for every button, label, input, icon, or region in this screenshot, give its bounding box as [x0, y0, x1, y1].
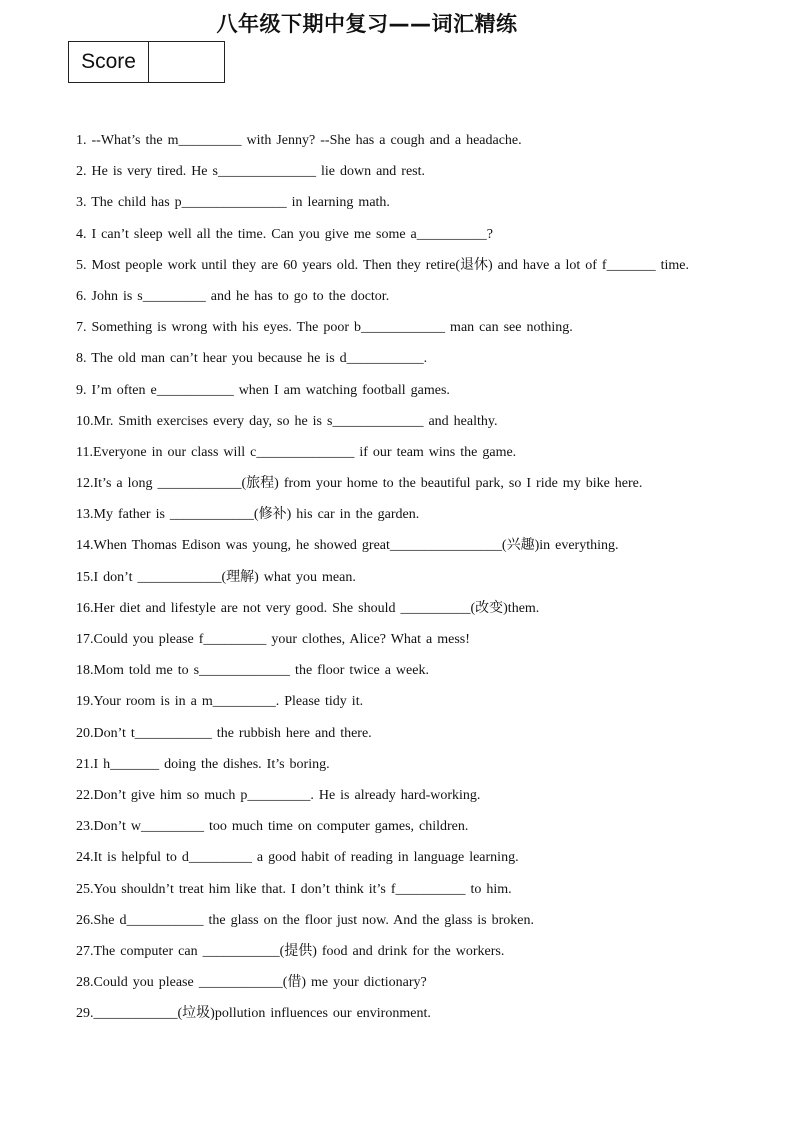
score-value-field[interactable]: [149, 42, 224, 82]
question-item: 23.Don’t w_________ too much time on computer games, children.: [76, 819, 469, 835]
question-item: 2. He is very tired. He s______________ lie down and rest.: [76, 164, 425, 180]
question-item: 16.Her diet and lifestyle are not very good. She should __________(改变)them.: [76, 600, 540, 616]
question-item: 24.It is helpful to d_________ a good habit of reading in language learning.: [76, 850, 519, 866]
question-item: 5. Most people work until they are 60 years old. Then they retire(退休) and have a lot of f_______ time.: [76, 257, 689, 273]
question-list: [76, 131, 716, 1035]
question-item: 12.It’s a long ____________(旅程) from your home to the beautiful park, so I ride my bike here.: [76, 476, 643, 492]
question-item: 14.When Thomas Edison was young, he showed great________________(兴趣)in everything.: [76, 538, 619, 554]
question-item: 4. I can’t sleep well all the time. Can you give me some a__________?: [76, 226, 493, 242]
question-item: 20.Don’t t___________ the rubbish here and there.: [76, 725, 372, 741]
question-item: 6. John is s_________ and he has to go to the doctor.: [76, 288, 390, 304]
question-item: 17.Could you please f_________ your clothes, Alice? What a mess!: [76, 632, 470, 647]
question-item: 26.She d___________ the glass on the floor just now. And the glass is broken.: [76, 912, 535, 928]
question-item: 11.Everyone in our class will c______________ if our team wins the game.: [76, 444, 517, 460]
score-box: [68, 41, 225, 83]
question-item: 1. --What’s the m_________ with Jenny? --She has a cough and a headache.: [76, 133, 522, 148]
question-item: 7. Something is wrong with his eyes. The poor b____________ man can see nothing.: [76, 320, 573, 336]
question-item: 8. The old man can’t hear you because he is d___________.: [76, 351, 428, 367]
score-label: Score: [69, 42, 149, 82]
page-title: 八年级下期中复习——词汇精练: [216, 12, 518, 36]
question-item: 3. The child has p_______________ in learning math.: [76, 195, 390, 211]
question-item: 29.____________(垃圾)pollution influences our environment.: [76, 1006, 431, 1022]
question-item: 13.My father is ____________(修补) his car in the garden.: [76, 507, 420, 523]
question-item: 22.Don’t give him so much p_________. He is already hard-working.: [76, 787, 481, 803]
question-item: 9. I’m often e___________ when I am watching football games.: [76, 382, 450, 398]
question-item: 18.Mom told me to s_____________ the floor twice a week.: [76, 663, 429, 679]
question-item: 28.Could you please ____________(借) me your dictionary?: [76, 975, 427, 991]
question-item: 10.Mr. Smith exercises every day, so he is s_____________ and healthy.: [76, 413, 498, 429]
question-item: 21.I h_______ doing the dishes. It’s boring.: [76, 756, 330, 772]
question-item: 25.You shouldn’t treat him like that. I don’t think it’s f__________ to him.: [76, 881, 512, 897]
question-item: 19.Your room is in a m_________. Please tidy it.: [76, 694, 364, 710]
question-item: 27.The computer can ___________(提供) food and drink for the workers.: [76, 943, 505, 959]
question-item: 15.I don’t ____________(理解) what you mean.: [76, 569, 356, 585]
